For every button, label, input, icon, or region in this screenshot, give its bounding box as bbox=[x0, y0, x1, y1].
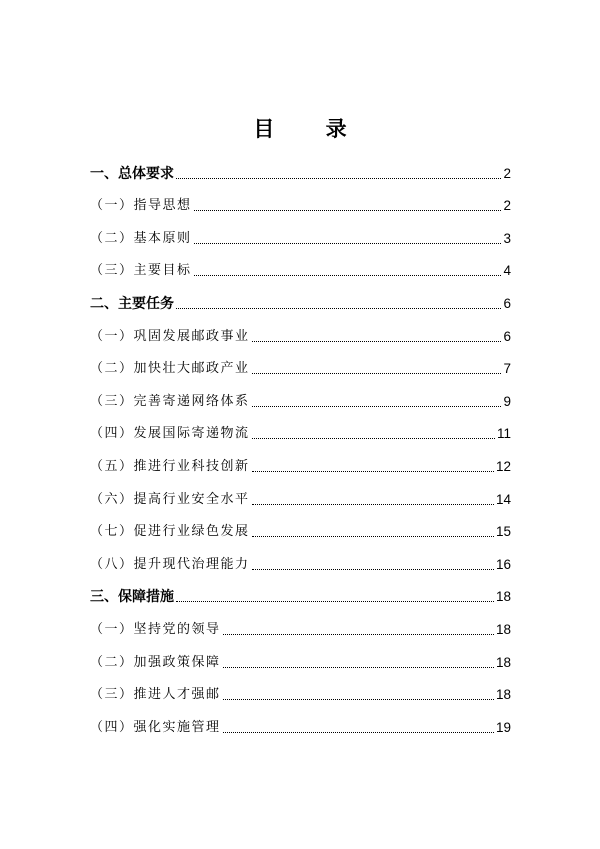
dot-leader bbox=[252, 536, 494, 537]
toc-subsection-entry[interactable] bbox=[90, 642, 511, 675]
toc-section-entry[interactable] bbox=[90, 153, 511, 186]
dot-leader bbox=[176, 601, 494, 602]
toc-section-entry[interactable] bbox=[90, 283, 511, 316]
table-of-contents bbox=[90, 153, 511, 740]
toc-entry-label: （四）强化实施管理 bbox=[90, 719, 221, 735]
dot-leader bbox=[252, 341, 501, 342]
toc-entry-label: （三）完善寄递网络体系 bbox=[90, 393, 250, 409]
dot-leader bbox=[252, 373, 501, 374]
toc-entry-label: 一、总体要求 bbox=[90, 165, 174, 182]
toc-page-number: 15 bbox=[495, 524, 511, 540]
toc-subsection-entry[interactable] bbox=[90, 675, 511, 708]
toc-section-entry[interactable] bbox=[90, 577, 511, 610]
toc-page-number: 18 bbox=[495, 687, 511, 703]
toc-page-number: 4 bbox=[503, 263, 511, 279]
toc-page-number: 16 bbox=[495, 556, 511, 572]
dot-leader bbox=[176, 178, 501, 179]
dot-leader bbox=[194, 243, 501, 244]
toc-subsection-entry[interactable] bbox=[90, 512, 511, 545]
toc-page-number: 14 bbox=[495, 491, 511, 507]
dot-leader bbox=[194, 210, 501, 211]
toc-entry-label: （二）基本原则 bbox=[90, 230, 192, 246]
dot-leader bbox=[223, 732, 494, 733]
toc-page-number: 19 bbox=[495, 719, 511, 735]
toc-page-number: 2 bbox=[503, 198, 511, 214]
toc-page-number: 18 bbox=[495, 589, 511, 605]
dot-leader bbox=[176, 308, 501, 309]
toc-entry-label: （八）提升现代治理能力 bbox=[90, 556, 250, 572]
toc-page-number: 6 bbox=[503, 328, 511, 344]
toc-page-number: 11 bbox=[496, 426, 511, 442]
toc-entry-label: （七）促进行业绿色发展 bbox=[90, 524, 250, 540]
toc-page-number: 2 bbox=[503, 165, 511, 181]
toc-entry-label: （二）加强政策保障 bbox=[90, 654, 221, 670]
toc-entry-label: （一）指导思想 bbox=[90, 198, 192, 214]
toc-entry-label: （一）坚持党的领导 bbox=[90, 621, 221, 637]
toc-entry-label: （二）加快壮大邮政产业 bbox=[90, 361, 250, 377]
toc-page-number: 3 bbox=[503, 230, 511, 246]
toc-entry-label: 三、保障措施 bbox=[90, 589, 174, 606]
toc-subsection-entry[interactable] bbox=[90, 544, 511, 577]
toc-subsection-entry[interactable] bbox=[90, 609, 511, 642]
toc-subsection-entry[interactable] bbox=[90, 707, 511, 740]
dot-leader bbox=[252, 406, 501, 407]
toc-entry-label: （一）巩固发展邮政事业 bbox=[90, 328, 250, 344]
toc-entry-label: （三）推进人才强邮 bbox=[90, 687, 221, 703]
toc-subsection-entry[interactable] bbox=[90, 414, 511, 447]
dot-leader bbox=[223, 667, 494, 668]
toc-subsection-entry[interactable] bbox=[90, 251, 511, 284]
dot-leader bbox=[223, 634, 494, 635]
toc-subsection-entry[interactable] bbox=[90, 349, 511, 382]
dot-leader bbox=[223, 699, 494, 700]
toc-subsection-entry[interactable] bbox=[90, 316, 511, 349]
dot-leader bbox=[252, 438, 495, 439]
dot-leader bbox=[252, 569, 494, 570]
page-title: 目 录 bbox=[253, 116, 369, 141]
toc-subsection-entry[interactable] bbox=[90, 446, 511, 479]
toc-page-number: 9 bbox=[503, 393, 511, 409]
toc-entry-label: （六）提高行业安全水平 bbox=[90, 491, 250, 507]
dot-leader bbox=[252, 471, 494, 472]
toc-page-number: 18 bbox=[495, 654, 511, 670]
toc-entry-label: （五）推进行业科技创新 bbox=[90, 458, 250, 474]
toc-subsection-entry[interactable] bbox=[90, 479, 511, 512]
toc-subsection-entry[interactable] bbox=[90, 381, 511, 414]
toc-entry-label: （三）主要目标 bbox=[90, 263, 192, 279]
toc-page-number: 6 bbox=[503, 295, 511, 311]
toc-page-number: 12 bbox=[495, 458, 511, 474]
toc-page-number: 7 bbox=[503, 361, 511, 377]
dot-leader bbox=[194, 275, 501, 276]
toc-entry-label: 二、主要任务 bbox=[90, 295, 174, 312]
toc-subsection-entry[interactable] bbox=[90, 186, 511, 219]
toc-page-number: 18 bbox=[495, 621, 511, 637]
toc-entry-label: （四）发展国际寄递物流 bbox=[90, 426, 250, 442]
toc-subsection-entry[interactable] bbox=[90, 218, 511, 251]
dot-leader bbox=[252, 504, 494, 505]
